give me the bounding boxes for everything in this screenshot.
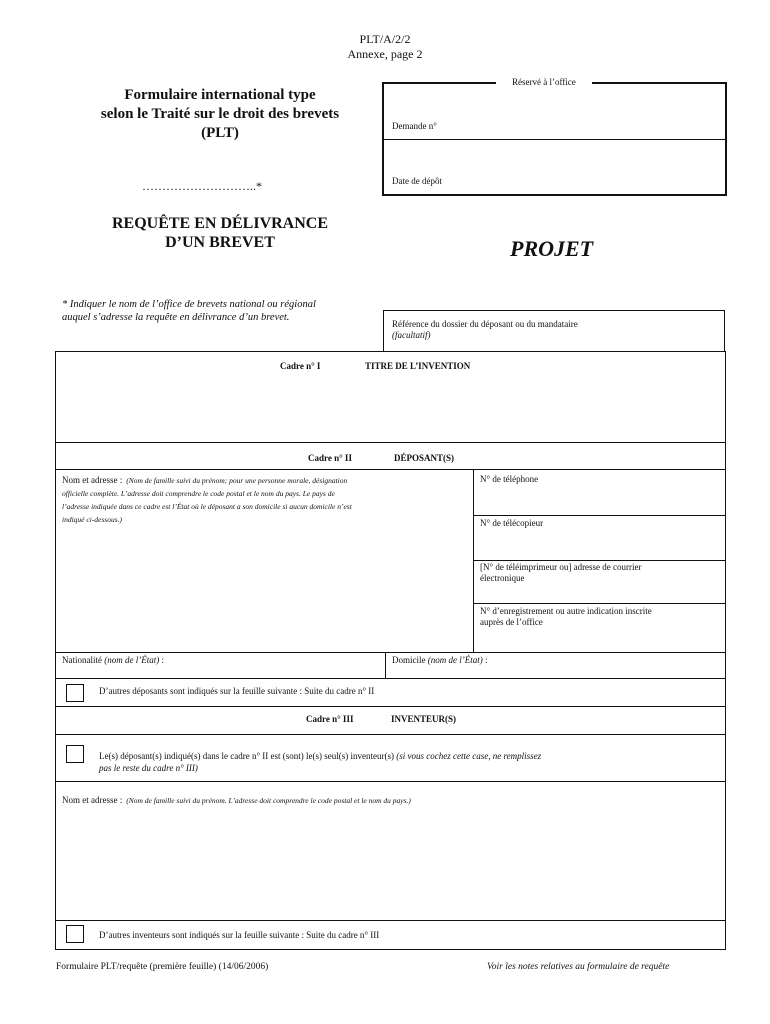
divider [56, 442, 725, 443]
form-title-line: selon le Traité sur le droit des brevets [100, 106, 340, 122]
office-reserved-label: Réservé à l’office [496, 77, 592, 88]
sole-inventor-text: Le(s) déposant(s) indiqué(s) dans le cadre n° II est (sont) le(s) seul(s) inventeur(s) [99, 751, 397, 761]
divider [56, 920, 725, 921]
sole-inventor-label [99, 750, 699, 774]
inventor-name-hint: (Nom de famille suivi du prénom. L’adresse doit comprendre le code postal et le nom du pays.) [126, 796, 411, 805]
registration-label-line: N° d’enregistrement ou autre indication inscrite [480, 606, 652, 616]
other-applicants-checkbox[interactable] [66, 684, 84, 702]
inventor-name-address-field[interactable] [62, 790, 712, 918]
nationality-hint: (nom de l’État) [104, 655, 160, 665]
office-name-line[interactable]: ………………………..* [142, 179, 262, 193]
form-title [60, 86, 380, 143]
column-divider [385, 652, 386, 678]
divider [56, 706, 725, 707]
request-number-field[interactable]: Demande n° [392, 121, 437, 131]
divider [56, 652, 725, 653]
nationality-label: Nationalité [62, 655, 102, 665]
footnote-line: * Indiquer le nom de l’office de brevets national ou régional [62, 299, 316, 310]
domicile-colon: : [482, 655, 488, 665]
applicant-name-address-field[interactable] [62, 473, 470, 525]
document-header [0, 32, 770, 62]
divider [473, 603, 725, 604]
applicant-name-hint: indiqué ci-dessous.) [62, 515, 122, 524]
other-inventors-checkbox[interactable] [66, 925, 84, 943]
form-title-line: Formulaire international type [124, 87, 316, 103]
footer-form-id: Formulaire PLT/requête (première feuille) (14/06/2006) [56, 962, 269, 972]
registration-field[interactable] [480, 606, 652, 628]
request-title-line: D’UN BREVET [165, 234, 275, 251]
applicant-name-hint: l’adresse indiquée dans ce cadre est l’État où le déposant a son domicile si aucun domicile n’est [62, 502, 352, 511]
applicant-name-hint: (Nom de famille suivi du prénom; pour une personne morale, désignation [126, 476, 348, 485]
domicile-label: Domicile [392, 655, 426, 665]
box-3-number: Cadre n° III [306, 714, 354, 724]
email-field[interactable] [480, 562, 642, 584]
domicile-field[interactable] [392, 655, 488, 666]
footer-notes-link: Voir les notes relatives au formulaire de requête [487, 962, 670, 972]
office-box-divider [383, 139, 726, 140]
footnote-line: auquel s’adresse la requête en délivrance d’un brevet. [62, 312, 290, 323]
reference-label [392, 319, 578, 341]
applicant-name-label: Nom et adresse : [62, 475, 123, 485]
sole-inventor-hint: (si vous cochez cette case, ne remplissez [396, 751, 542, 761]
box-2-number: Cadre n° II [308, 453, 352, 463]
other-inventors-label: D’autres inventeurs sont indiqués sur la feuille suivante : Suite du cadre n° III [99, 930, 380, 940]
other-applicants-label: D’autres déposants sont indiqués sur la feuille suivante : Suite du cadre n° II [99, 686, 375, 696]
nationality-field[interactable] [62, 655, 164, 666]
document-code: PLT/A/2/2 [359, 32, 411, 46]
sole-inventor-checkbox[interactable] [66, 745, 84, 763]
draft-label: PROJET [510, 236, 594, 261]
reference-optional-hint: (facultatif) [392, 330, 431, 340]
office-footnote [62, 298, 316, 324]
divider [56, 781, 725, 782]
reference-label-line: Référence du dossier du déposant ou du mandataire [392, 319, 578, 329]
request-title [60, 214, 380, 252]
divider [56, 469, 725, 470]
box-3-title: INVENTEUR(S) [391, 714, 457, 724]
divider [56, 678, 725, 679]
nationality-colon: : [159, 655, 164, 665]
inventor-name-label: Nom et adresse : [62, 795, 123, 805]
box-1-title: TITRE DE L’INVENTION [365, 361, 471, 371]
request-title-line: REQUÊTE EN DÉLIVRANCE [111, 215, 329, 232]
domicile-hint: (nom de l’État) [427, 655, 483, 665]
form-title-line: (PLT) [201, 125, 239, 141]
filing-date-field[interactable]: Date de dépôt [392, 176, 442, 186]
email-label-line: électronique [480, 573, 525, 583]
box-2-title: DÉPOSANT(S) [394, 453, 455, 463]
phone-field[interactable]: N° de téléphone [480, 474, 539, 484]
fax-field[interactable]: N° de télécopieur [480, 518, 544, 528]
divider [473, 515, 725, 516]
divider [56, 734, 725, 735]
applicant-name-hint: officielle complète. L’adresse doit comprendre le code postal et le nom du pays. Le pays de [62, 489, 335, 498]
registration-label-line: auprès de l’office [480, 617, 543, 627]
invention-title-area[interactable] [56, 375, 725, 442]
sole-inventor-hint: pas le reste du cadre n° III) [99, 763, 198, 773]
divider [473, 560, 725, 561]
box-1-number: Cadre n° I [280, 361, 321, 371]
page-indicator: Annexe, page 2 [347, 47, 423, 61]
email-label-line: [N° de téléimprimeur ou] adresse de courrier [480, 562, 642, 572]
